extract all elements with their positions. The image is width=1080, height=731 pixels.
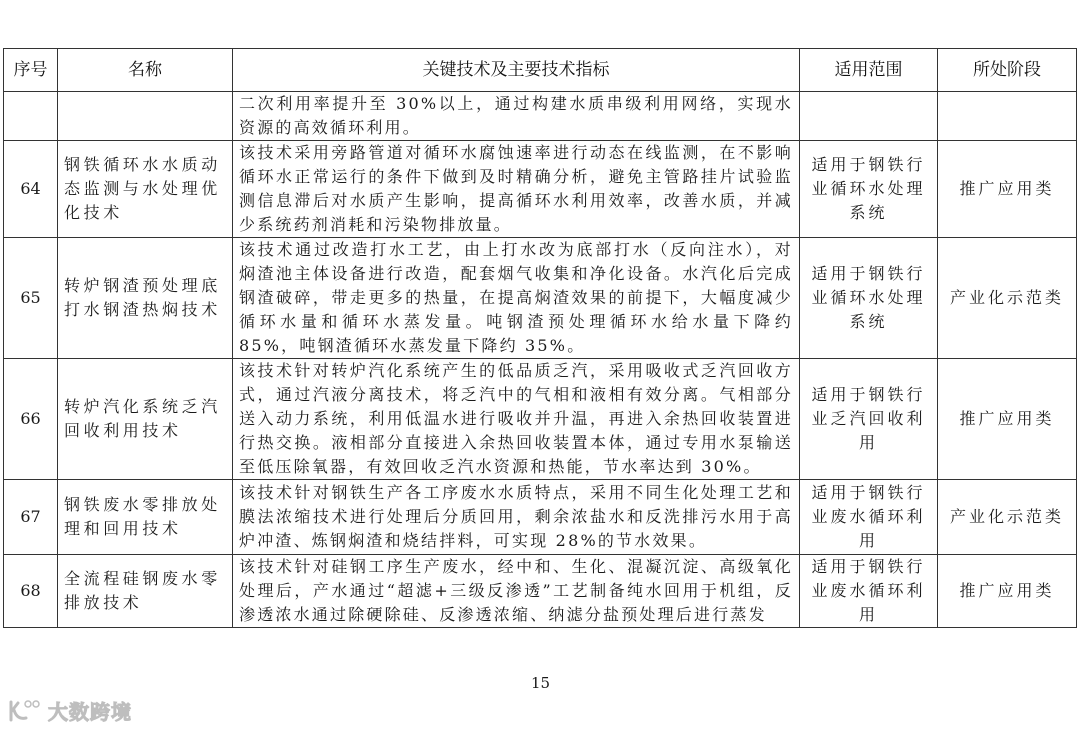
row-scope: 适用于钢铁行业废水循环利用 <box>800 555 938 628</box>
row-stage: 推广应用类 <box>938 141 1077 238</box>
row-stage: 产业化示范类 <box>938 238 1077 359</box>
table-row <box>4 359 1077 480</box>
row-name: 转炉钢渣预处理底打水钢渣热焖技术 <box>58 238 233 359</box>
table-row <box>4 238 1077 359</box>
table-header-row <box>4 49 1077 92</box>
table-row <box>4 480 1077 555</box>
table-row <box>4 92 1077 141</box>
row-no: 64 <box>4 141 58 238</box>
row-stage: 推广应用类 <box>938 359 1077 480</box>
row-name <box>58 92 233 141</box>
row-scope: 适用于钢铁行业乏汽回收利用 <box>800 359 938 480</box>
row-desc: 该技术针对转炉汽化系统产生的低品质乏汽，采用吸收式乏汽回收方式，通过汽液分离技术，将乏汽中的气相和液相有效分离。气相部分送入动力系统，利用低温水进行吸收并升温，再进入余热回收装置进行热交换。液相部分直接进入余热回收装置本体，通过专用水泵输送至低压除氧器，有效回收乏汽水资源和热能，节水率达到 30%。 <box>233 359 800 480</box>
row-name: 全流程硅钢废水零排放技术 <box>58 555 233 628</box>
row-desc: 该技术针对硅钢工序生产废水，经中和、生化、混凝沉淀、高级氧化处理后，产水通过“超滤+三级反渗透”工艺制备纯水回用于机组，反渗透浓水通过除硬除硅、反渗透浓缩、纳滤分盐预处理后进行蒸发 <box>233 555 800 628</box>
row-no <box>4 92 58 141</box>
row-no: 66 <box>4 359 58 480</box>
page-number: 15 <box>531 674 551 692</box>
k100-logo-icon <box>8 698 42 724</box>
watermark <box>8 696 132 725</box>
row-scope <box>800 92 938 141</box>
row-stage <box>938 92 1077 141</box>
header-no: 序号 <box>4 49 58 92</box>
row-name: 钢铁废水零排放处理和回用技术 <box>58 480 233 555</box>
row-stage: 推广应用类 <box>938 555 1077 628</box>
table-row <box>4 141 1077 238</box>
table-row <box>4 555 1077 628</box>
header-name: 名称 <box>58 49 233 92</box>
row-name: 钢铁循环水水质动态监测与水处理优化技术 <box>58 141 233 238</box>
row-stage: 产业化示范类 <box>938 480 1077 555</box>
row-no: 65 <box>4 238 58 359</box>
header-scope: 适用范围 <box>800 49 938 92</box>
row-scope: 适用于钢铁行业循环水处理系统 <box>800 238 938 359</box>
row-desc: 二次利用率提升至 30%以上，通过构建水质串级利用网络，实现水资源的高效循环利用。 <box>233 92 800 141</box>
watermark-text: 大数跨境 <box>48 700 132 724</box>
row-desc: 该技术针对钢铁生产各工序废水水质特点，采用不同生化处理工艺和膜法浓缩技术进行处理后分质回用，剩余浓盐水和反洗排污水用于高炉冲渣、炼钢焖渣和烧结拌料，可实现 28%的节水效果。 <box>233 480 800 555</box>
row-desc: 该技术采用旁路管道对循环水腐蚀速率进行动态在线监测，在不影响循环水正常运行的条件下做到及时精确分析，避免主管路挂片试验监测信息滞后对水质产生影响，提高循环水利用效率，改善水质，并减少系统药剂消耗和污染物排放量。 <box>233 141 800 238</box>
row-scope: 适用于钢铁行业废水循环利用 <box>800 480 938 555</box>
row-no: 68 <box>4 555 58 628</box>
header-desc: 关键技术及主要技术指标 <box>233 49 800 92</box>
row-scope: 适用于钢铁行业循环水处理系统 <box>800 141 938 238</box>
row-name: 转炉汽化系统乏汽回收利用技术 <box>58 359 233 480</box>
row-no: 67 <box>4 480 58 555</box>
header-stage: 所处阶段 <box>938 49 1077 92</box>
row-desc: 该技术通过改造打水工艺，由上打水改为底部打水（反向注水），对焖渣池主体设备进行改造，配套烟气收集和净化设备。水汽化后完成钢渣破碎，带走更多的热量，在提高焖渣效果的前提下，大幅度减少循环水量和循环水蒸发量。吨钢渣预处理循环水给水量下降约 85%，吨钢渣循环水蒸发量下降约 35%。 <box>233 238 800 359</box>
technology-table <box>3 48 1077 628</box>
